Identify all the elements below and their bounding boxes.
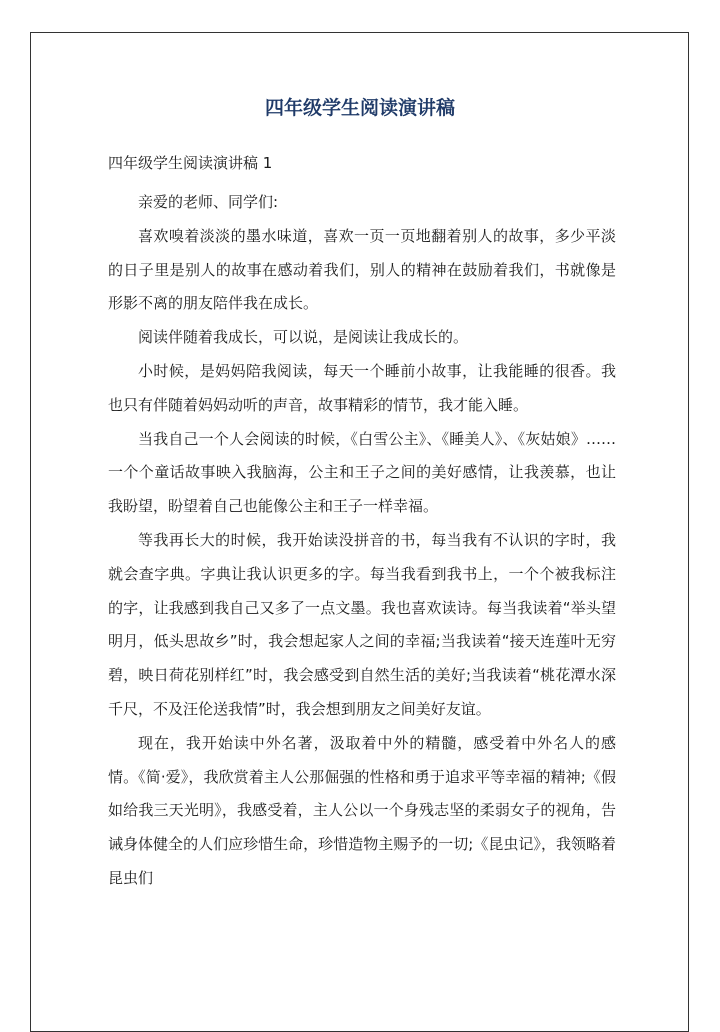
document-body <box>108 186 616 896</box>
paragraph: 小时候，是妈妈陪我阅读，每天一个睡前小故事，让我能睡的很香。我也只有伴随着妈妈动听的声音，故事精彩的情节，我才能入睡。 <box>108 361 616 414</box>
document-title: 四年级学生阅读演讲稿 <box>264 97 455 119</box>
paragraph: 现在，我开始读中外名著，汲取着中外的精髓，感受着中外名人的感情。《简·爱》，我欣赏着主人公那倔强的性格和勇于追求平等幸福的精神;《假如给我三天光明》，我感受着，主人公以一个身残志坚的柔弱女子的视角，告诫身体健全的人们应珍惜生命，珍惜造物主赐予的一切;《昆虫记》，我领略着昆虫们 <box>108 733 616 887</box>
paragraph: 阅读伴随着我成长，可以说，是阅读让我成长的。 <box>138 328 469 347</box>
paragraph: 等我再长大的时候，我开始读没拼音的书，每当我有不认识的字时，我就会查字典。字典让我认识更多的字。每当我看到我书上，一个个被我标注的字，让我感到我自己又多了一点文墨。我也喜欢读诗。每当我读着“举头望明月，低头思故乡”时，我会想起家人之间的幸福;当我读着“接天连莲叶无穷碧，映日荷花别样红”时，我会感受到自然生活的美好;当我读着“桃花潭水深千尺，不及汪伦送我情”时，我会想到朋友之间美好友谊。 <box>108 530 616 718</box>
paragraph: 喜欢嗅着淡淡的墨水味道，喜欢一页一页地翻着别人的故事，多少平淡的日子里是别人的故事在感动着我们，别人的精神在鼓励着我们，书就像是形影不离的朋友陪伴我在成长。 <box>108 226 616 313</box>
paragraph: 当我自己一个人会阅读的时候，《白雪公主》、《睡美人》、《灰姑娘》……一个个童话故事映入我脑海，公主和王子之间的美好感情，让我羡慕，也让我盼望，盼望着自己也能像公主和王子一样幸福。 <box>108 429 616 516</box>
paragraph-greeting: 亲爱的老师、同学们: <box>138 193 279 211</box>
document-subtitle: 四年级学生阅读演讲稿 1 <box>108 154 273 172</box>
